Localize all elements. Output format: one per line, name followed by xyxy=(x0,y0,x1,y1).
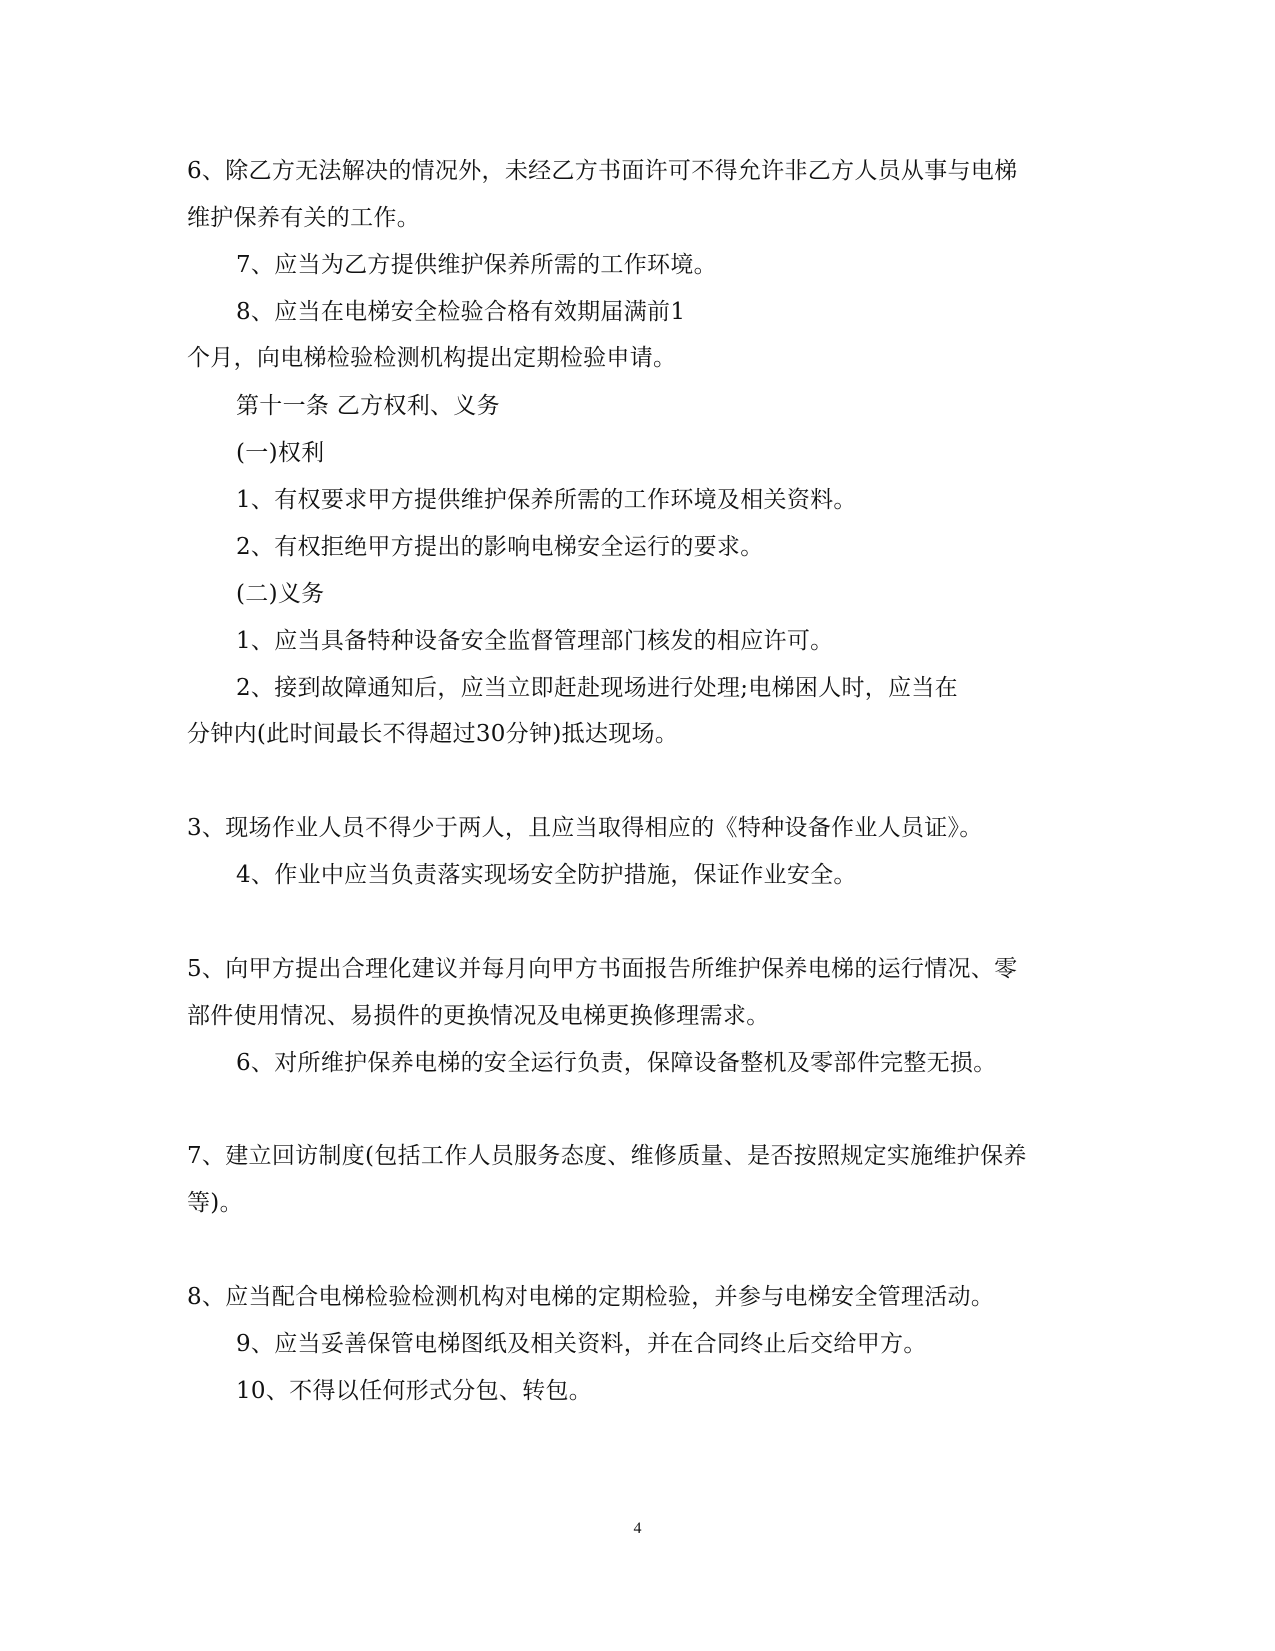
text-line: 2、接到故障通知后，应当立即赶赴现场进行处理;电梯困人时，应当在 xyxy=(236,675,958,701)
text-line: 维护保养有关的工作。 xyxy=(187,205,420,231)
text-line: 7、建立回访制度(包括工作人员服务态度、维修质量、是否按照规定实施维护保养 xyxy=(187,1143,1027,1169)
text-line: 1、应当具备特种设备安全监督管理部门核发的相应许可。 xyxy=(236,628,834,654)
text-line: 8、应当在电梯安全检验合格有效期届满前1 xyxy=(236,299,686,325)
text-line: 9、应当妥善保管电梯图纸及相关资料，并在合同终止后交给甲方。 xyxy=(236,1331,927,1357)
text-line: 分钟内(此时间最长不得超过30分钟)抵达现场。 xyxy=(187,721,679,747)
text-line: 5、向甲方提出合理化建议并每月向甲方书面报告所维护保养电梯的运行情况、零 xyxy=(187,956,1018,982)
text-line: 7、应当为乙方提供维护保养所需的工作环境。 xyxy=(236,252,717,278)
text-line: 10、不得以任何形式分包、转包。 xyxy=(236,1378,593,1404)
section-heading: 第十一条 乙方权利、义务 xyxy=(236,393,500,419)
text-line: 3、现场作业人员不得少于两人，且应当取得相应的《特种设备作业人员证》。 xyxy=(187,815,983,841)
text-line: 6、对所维护保养电梯的安全运行负责，保障设备整机及零部件完整无损。 xyxy=(236,1050,997,1076)
text-line: 等)。 xyxy=(187,1190,243,1216)
text-line: 4、作业中应当负责落实现场安全防护措施，保证作业安全。 xyxy=(236,862,857,888)
text-line: 2、有权拒绝甲方提出的影响电梯安全运行的要求。 xyxy=(236,534,764,560)
text-line: 6、除乙方无法解决的情况外，未经乙方书面许可不得允许非乙方人员从事与电梯 xyxy=(187,158,1018,184)
subsection-heading: (一)权利 xyxy=(236,440,325,466)
text-line: 个月，向电梯检验检测机构提出定期检验申请。 xyxy=(187,345,677,371)
page-number: 4 xyxy=(633,1520,642,1537)
text-line: 1、有权要求甲方提供维护保养所需的工作环境及相关资料。 xyxy=(236,487,857,513)
text-line: 8、应当配合电梯检验检测机构对电梯的定期检验，并参与电梯安全管理活动。 xyxy=(187,1284,995,1310)
subsection-heading: (二)义务 xyxy=(236,581,325,607)
text-line: 部件使用情况、易损件的更换情况及电梯更换修理需求。 xyxy=(187,1003,770,1029)
